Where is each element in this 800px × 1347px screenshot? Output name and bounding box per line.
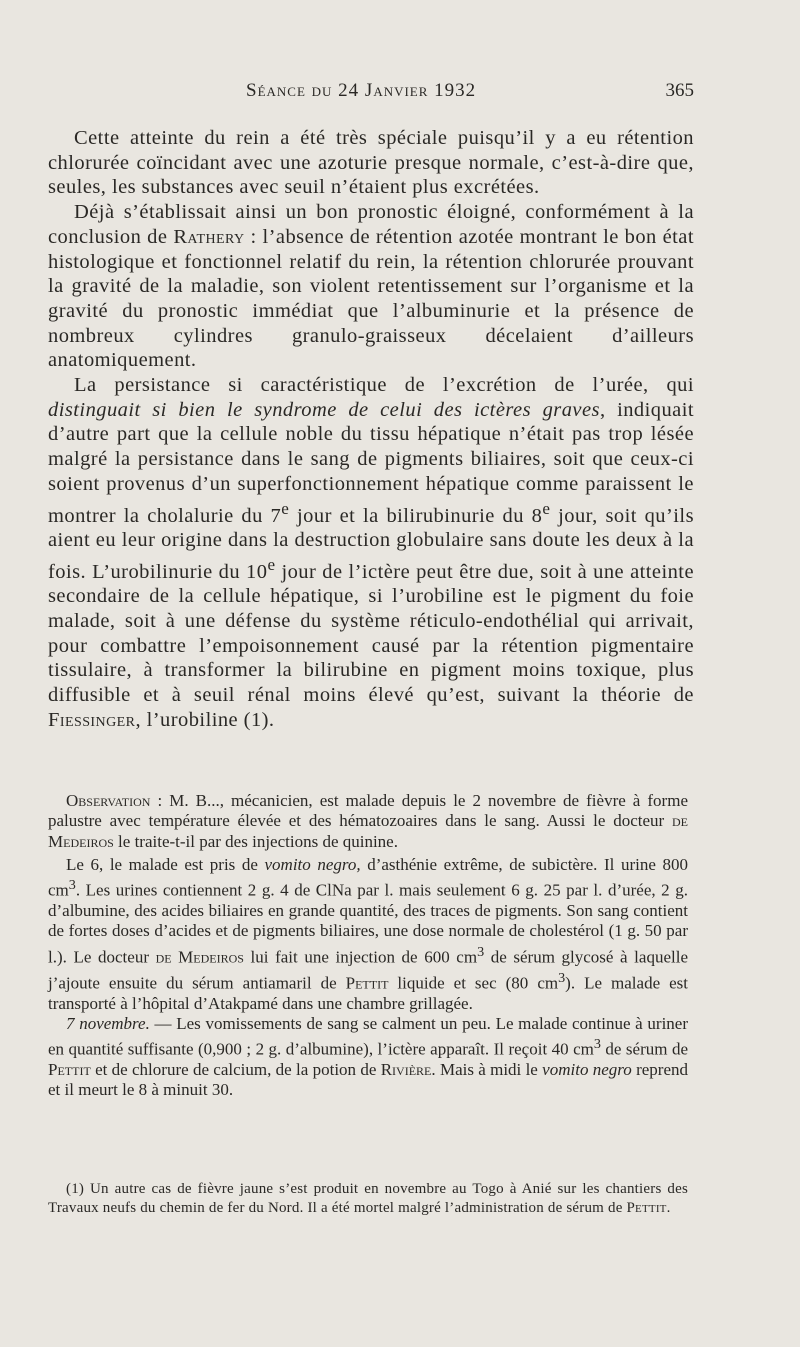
italic-phrase: distinguait si bien le syndrome de celui des ictères graves <box>48 398 600 421</box>
observation-paragraph-3: 7 novembre. — Les vomissements de sang se calment un peu. Le malade continue à uriner en quantité suffisante (0,900 ; 2 g. d’albumine), l’ictère apparaît. Il reçoit 40 $cm^3$ de sérum de Pettit et de chlorure de calcium, de la potion de Rivière. Mais à midi le vomito negro reprend et il meurt le 8 à minuit 30. <box>48 1013 689 1100</box>
page-number: 365 <box>665 80 694 101</box>
main-text <box>48 126 694 733</box>
observation-section <box>48 791 688 1101</box>
observation-paragraph-1: Observation : M. B..., mécanicien, est malade depuis le 2 novembre de fièvre à forme palustre avec température élevée et des hématozoaires dans le sang. Aussi le docteur de Medeiros le traite-t-il par des injections de quinine. <box>48 791 688 851</box>
author-name: Fiessinger <box>48 708 136 731</box>
footnote <box>48 1180 688 1218</box>
footnote-1: (1) Un autre cas de fièvre jaune s’est produit en novembre au Togo à Anié sur les chantiers des Travaux neufs du chemin de fer du Nord. Il a été mortel malgré l’administration de sérum de Pettit. <box>48 1181 688 1216</box>
observation-paragraph-2: Le 6, le malade est pris de vomito negro, d’asthénie extrême, de subictère. Il urine 800 $cm^3$. Les urines contiennent 2 g. 4 de ClNa par l. mais seulement 6 g. 25 par l. d’urée, 2 g. d’albumine, des acides biliaires en grande quantité, des traces de pigments. Son sang contient de fortes doses d’acides et de pigments biliaires, une dose normale de cholestérol (1 g. 50 par l.). Le docteur de Medeiros lui fait une injection de 600 $cm^3$ de sérum glycosé à laquelle j’ajoute ensuite du sérum antiamaril de Pettit liquide et sec (80 $cm^3$). Le malade est transporté à l’hôpital d’Atakpamé dans une chambre grillagée. <box>48 854 689 1013</box>
paragraph-2: Déjà s’établissait ainsi un bon pronostic éloigné, conformément à la conclusion de Rathery : l’absence de rétention azotée montrant le bon état histologique et fonctionnel relatif du rein, la rétention chlorurée prouvant la gravité de la maladie, son violent retentissement sur l’organisme et la gravité du pronostic immédiat que l’albuminurie et la présence de nombreux cylindres granulo-graisseux décelaient d’ailleurs anatomiquement. <box>48 201 695 372</box>
author-name: Rathery <box>173 225 245 248</box>
paragraph-3: La persistance si caractéristique de l’excrétion de l’urée, qui distinguait si bien le syndrome de celui des ictères graves, indiquait d’autre part que la cellule noble du tissu hépatique n’était pas trop lésée malgré la persistance dans le sang de pigments biliaires, soit que ceux-ci soient provenus d’un superfonctionnement hépatique comme paraissent le montrer la cholalurie du 7e jour et la bilirubinurie du 8e jour, soit qu’ils aient eu leur origine dans la destruction globulaire sans doute les deux à la fois. L’urobilinurie du 10e jour de l’ictère peut être due, soit à une atteinte secondaire de la cellule hépatique, si l’urobiline est le pigment du foie malade, soit à une défense du système réticulo-endothélial qui arrivait, pour combattre l’empoisonnement causé par la rétention pigmentaire tissulaire, à transformer la bilirubine en pigment moins toxique, plus diffusible et à seuil rénal moins élevé qu’est, suivant la théorie de Fiessinger, l’urobiline (1). <box>48 374 694 731</box>
observation-label: Observation <box>66 791 151 810</box>
running-title: Séance du 24 Janvier 1932 <box>246 80 477 101</box>
running-header <box>0 80 800 110</box>
paragraph-1: Cette atteinte du rein a été très spéciale puisqu’il y a eu rétention chlorurée coïncidant avec une azoturie presque normale, c’est-à-dire que, seules, les substances avec seuil n’étaient plus excrétées. <box>48 127 694 199</box>
